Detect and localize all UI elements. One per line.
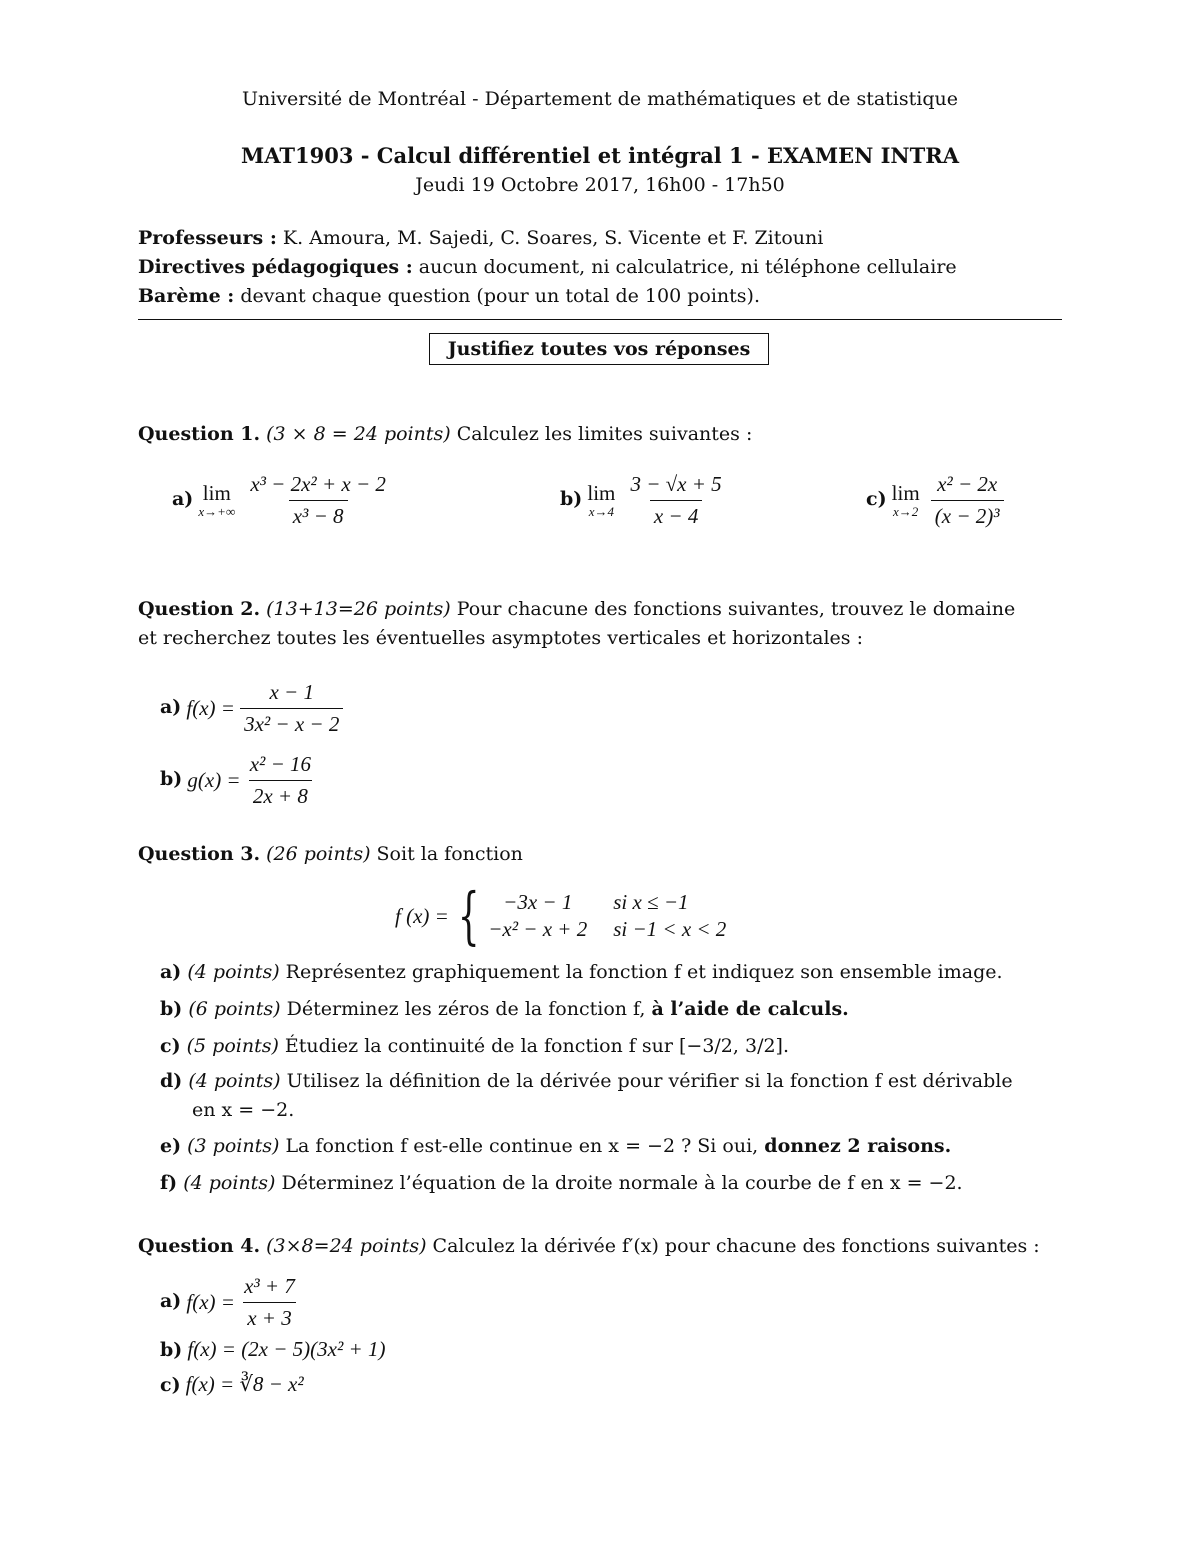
q4-part-b [160,1337,385,1362]
question-2-points: (13+13=26 points) [266,598,451,620]
q1-b-label: b) [560,488,583,510]
question-4-points: (3×8=24 points) [266,1235,427,1257]
question-3-points: (26 points) [266,843,371,865]
piecewise-cases [488,890,726,942]
professors-label: Professeurs : [138,227,277,249]
q3-f-text: Déterminez l’équation de la droite normale à la courbe de f en x = −2. [281,1172,963,1194]
q3-d-text: Utilisez la définition de la dérivée pour vérifier si la fonction f est dérivable [286,1070,1013,1092]
q4-a-lhs: f(x) = [186,1290,235,1314]
q3-b-label: b) [160,998,183,1020]
question-2-heading [138,598,1015,620]
question-1-text: Calculez les limites suivantes : [456,423,753,445]
q2-a-label: a) [160,696,182,718]
header-divider [138,319,1062,320]
directives-label: Directives pédagogiques : [138,256,413,278]
q3-item-a [160,961,1003,983]
q1-b-lim-word: lim [587,481,616,505]
q4-part-c [160,1372,304,1397]
q2-b-lhs: g(x) = [187,768,241,792]
q3-item-d [160,1070,1013,1092]
question-1-points: (3 × 8 = 24 points) [266,423,451,445]
q4-b-expr: f(x) = (2x − 5)(3x² + 1) [187,1337,386,1361]
q4-a-numerator: x³ + 7 [244,1274,295,1298]
q2-b-fraction [246,752,315,809]
q1-a-lim-sub: x→+∞ [198,504,236,519]
q1-c-limit [892,481,920,520]
question-4-heading [138,1235,1040,1257]
q2-b-denominator: 2x + 8 [249,780,312,809]
question-3-label: Question 3. [138,843,261,865]
q1-b-limit [587,481,615,520]
q2-a-numerator: x − 1 [269,680,314,704]
q3-e-label: e) [160,1135,182,1157]
q3-b-points: (6 points) [188,998,281,1020]
q1-c-denominator: (x − 2)³ [931,500,1004,529]
q4-a-label: a) [160,1290,182,1312]
q3-a-label: a) [160,961,182,983]
q2-part-a [160,680,343,737]
question-2-text-1: Pour chacune des fonctions suivantes, trouvez le domaine [456,598,1016,620]
q2-b-numerator: x² − 16 [249,752,311,776]
professors-line [138,227,823,249]
question-2-label: Question 2. [138,598,261,620]
q3-c-label: c) [160,1035,181,1057]
q1-a-denominator: x³ − 8 [289,500,348,529]
q1-b-numerator: 3 − √x + 5 [630,472,722,496]
q3-f-label: f) [160,1172,178,1194]
q2-a-lhs: f(x) = [186,696,235,720]
q3-d-points: (4 points) [188,1070,281,1092]
bareme-label: Barème : [138,285,235,307]
q4-c-label: c) [160,1374,181,1396]
piecewise-lhs: f (x) = [395,903,449,928]
institution-line: Université de Montréal - Département de mathématiques et de statistique [242,88,958,110]
q3-item-f [160,1172,963,1194]
question-1-heading [138,423,752,445]
q3-d-label: d) [160,1070,183,1092]
left-brace: { [457,879,480,952]
course-title: MAT1903 - Calcul différentiel et intégral 1 - EXAMEN INTRA [241,143,959,168]
case-1-cond: si x ≤ −1 [613,890,689,914]
q4-part-a [160,1274,299,1331]
q1-c-lim-sub: x→2 [893,504,919,519]
q3-e-bold: donnez 2 raisons. [764,1135,952,1157]
q3-c-text: Étudiez la continuité de la fonction f sur [−3/2, 3/2]. [284,1035,790,1057]
q1-c-label: c) [866,488,887,510]
q2-b-label: b) [160,768,183,790]
exam-date: Jeudi 19 Octobre 2017, 16h00 - 17h50 [415,174,785,196]
case-2-cond: si −1 < x < 2 [613,917,727,941]
q1-a-numerator: x³ − 2x² + x − 2 [250,472,386,496]
q1-a-label: a) [172,488,194,510]
q4-c-expr: f(x) = ∛8 − x² [185,1372,304,1396]
q1-c-fraction [931,472,1004,529]
q3-f-points: (4 points) [183,1172,276,1194]
q1-a-fraction [246,472,390,529]
question-4-text: Calculez la dérivée f′(x) pour chacune des fonctions suivantes : [432,1235,1040,1257]
q3-e-points: (3 points) [187,1135,280,1157]
q3-item-c [160,1035,789,1057]
case-1-expr: −3x − 1 [503,890,573,914]
q4-b-label: b) [160,1339,183,1361]
q1-a-lim-word: lim [202,481,231,505]
q1-a-limit [198,481,235,520]
q2-part-b [160,752,315,809]
q3-item-b [160,998,849,1020]
q1-c-numerator: x² − 2x [937,472,998,496]
q3-c-points: (5 points) [186,1035,279,1057]
q1-part-a [172,472,390,529]
question-4-label: Question 4. [138,1235,261,1257]
q3-item-e [160,1135,951,1157]
q4-a-denominator: x + 3 [243,1302,296,1331]
question-3-heading [138,843,523,865]
q1-b-lim-sub: x→4 [588,504,615,519]
piecewise-function [395,879,727,952]
case-2-expr: −x² − x + 2 [488,917,588,941]
q1-c-lim-word: lim [891,481,920,505]
directives-text: aucun document, ni calculatrice, ni téléphone cellulaire [418,256,957,278]
q3-a-text: Représentez graphiquement la fonction f et indiquez son ensemble image. [285,961,1003,983]
professors-names: K. Amoura, M. Sajedi, C. Soares, S. Vicente et F. Zitouni [282,227,824,249]
q3-e-text: La fonction f est-elle continue en x = −2 ? Si oui, [285,1135,759,1157]
q4-a-fraction [240,1274,299,1331]
q3-d-text-2: en x = −2. [192,1099,295,1121]
q2-a-fraction [240,680,343,737]
q3-b-bold: à l’aide de calculs. [651,998,849,1020]
bareme-line [138,285,760,307]
question-2-text-2: et recherchez toutes les éventuelles asymptotes verticales et horizontales : [138,627,863,649]
question-1-label: Question 1. [138,423,261,445]
q1-part-b [560,472,726,529]
q2-a-denominator: 3x² − x − 2 [240,708,343,737]
directives-line [138,256,957,278]
boxed-instruction: Justifiez toutes vos réponses [429,333,769,365]
q1-part-c [866,472,1004,529]
q3-a-points: (4 points) [187,961,280,983]
q1-b-fraction [626,472,725,529]
q3-b-text: Déterminez les zéros de la fonction f, [286,998,646,1020]
q1-b-denominator: x − 4 [650,500,703,529]
question-3-text: Soit la fonction [376,843,523,865]
bareme-text: devant chaque question (pour un total de 100 points). [240,285,760,307]
